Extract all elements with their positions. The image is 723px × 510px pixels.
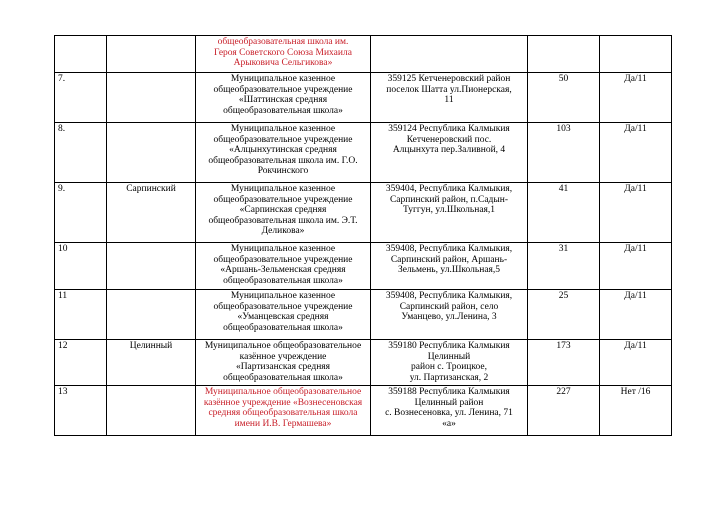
table-row (55, 36, 672, 73)
school-name-cell-text: Муниципальное казенное общеобразовательное учреждение «Уманцевская средняя общеобразовательная школа» (213, 291, 353, 333)
school-name-cell (196, 36, 371, 73)
address-cell (371, 123, 528, 183)
status-cell (600, 243, 672, 290)
status-cell-text: Да/11 (624, 244, 647, 254)
students-count-cell-text: 25 (558, 291, 569, 301)
district-cell (107, 290, 196, 340)
row-number (55, 340, 107, 386)
address-cell (371, 73, 528, 123)
students-count-cell (528, 123, 600, 183)
school-name-cell (196, 243, 371, 290)
school-name-cell (196, 386, 371, 436)
address-cell-text: 359188 Республика Калмыкия Целинный район с. Вознесеновка, ул. Ленина, 71 «а» (385, 387, 513, 429)
row-number-text: 7. (58, 74, 66, 84)
school-name-cell (196, 73, 371, 123)
district-cell (107, 183, 196, 243)
students-count-cell (528, 183, 600, 243)
status-cell (600, 183, 672, 243)
status-cell-text: Да/11 (624, 124, 647, 134)
address-cell-text: 359404, Республика Калмыкия, Сарпинский район, п.Садын- Туггун, ул.Школьная,1 (385, 184, 513, 216)
row-number-text: 12 (58, 341, 68, 351)
district-cell (107, 36, 196, 73)
row-number (55, 123, 107, 183)
school-name-cell-text: Муниципальное общеобразовательное казённое учреждение «Вознесеновская средняя общеобразовательная школа имени И.В. Гермашева» (203, 387, 363, 429)
row-number (55, 36, 107, 73)
school-name-cell-text: Муниципальное казенное общеобразовательное учреждение «Сарпинская средняя общеобразовательная школа им. Э.Т. Деликова» (208, 184, 358, 237)
address-cell-text: 359124 Республика Калмыкия Кетченеровский пос. Алцынхута пер.Заливной, 4 (388, 124, 510, 156)
status-cell (600, 386, 672, 436)
table-row (55, 183, 672, 243)
address-cell (371, 36, 528, 73)
table-row (55, 243, 672, 290)
students-count-cell (528, 36, 600, 73)
row-number-text: 13 (58, 387, 68, 397)
school-name-cell (196, 290, 371, 340)
status-cell (600, 123, 672, 183)
district-cell-text: Целинный (129, 341, 173, 351)
status-cell-text: Да/11 (624, 74, 647, 84)
status-cell (600, 73, 672, 123)
school-name-cell-text: общеобразовательная школа им. Героя Советского Союза Михаила Арыковича Сельгикова» (214, 37, 352, 69)
students-count-cell (528, 386, 600, 436)
address-cell (371, 340, 528, 386)
students-count-cell-text: 41 (558, 184, 569, 194)
students-count-cell (528, 340, 600, 386)
school-name-cell-text: Муниципальное казенное общеобразовательное учреждение «Шаттинская средняя общеобразовательная школа» (213, 74, 353, 116)
district-cell-text: Сарпинский (126, 184, 176, 194)
status-cell (600, 290, 672, 340)
school-name-cell-text: Муниципальное казенное общеобразовательное учреждение «Аршань-Зельменская средняя общеобразовательная школа» (213, 244, 353, 286)
address-cell-text: 359408, Республика Калмыкия, Сарпинский район, село Уманцево, ул.Ленина, 3 (385, 291, 513, 323)
status-cell-text: Нет /16 (620, 387, 651, 397)
table-row (55, 290, 672, 340)
address-cell-text: 359125 Кетченеровский район поселок Шатта ул.Пионерская, 11 (386, 74, 512, 106)
table-row (55, 386, 672, 436)
district-cell (107, 243, 196, 290)
address-cell-text: 359408, Республика Калмыкия, Сарпинский район, Аршань- Зельмень, ул.Школьная,5 (385, 244, 513, 276)
address-cell-text: 359180 Республика Калмыкия Целинный район с. Троицкое, ул. Партизанская, 2 (388, 341, 510, 383)
status-cell (600, 36, 672, 73)
row-number-text: 11 (58, 291, 68, 301)
address-cell (371, 290, 528, 340)
district-cell (107, 123, 196, 183)
students-count-cell-text: 173 (556, 341, 571, 351)
status-cell (600, 340, 672, 386)
row-number-text: 9. (58, 184, 66, 194)
table-row (55, 123, 672, 183)
students-count-cell-text: 50 (558, 74, 569, 84)
students-count-cell-text: 227 (556, 387, 571, 397)
schools-table (54, 35, 672, 436)
students-count-cell-text: 31 (558, 244, 569, 254)
table-row (55, 73, 672, 123)
school-name-cell-text: Муниципальное общеобразовательное казённое учреждение «Партизанская средняя общеобразовательная школа» (204, 341, 362, 383)
row-number (55, 73, 107, 123)
address-cell (371, 243, 528, 290)
school-name-cell-text: Муниципальное казенное общеобразовательное учреждение «Алцынхутинская средняя общеобразовательная школа им. Г.О. Рокчинского (208, 124, 358, 177)
table-row (55, 340, 672, 386)
row-number-text: 10 (58, 244, 68, 254)
students-count-cell (528, 290, 600, 340)
row-number (55, 386, 107, 436)
district-cell (107, 340, 196, 386)
table-body (55, 36, 672, 436)
students-count-cell (528, 73, 600, 123)
row-number (55, 290, 107, 340)
row-number (55, 243, 107, 290)
row-number-text: 8. (58, 124, 66, 134)
students-count-cell (528, 243, 600, 290)
students-count-cell-text: 103 (556, 124, 571, 134)
school-name-cell (196, 340, 371, 386)
status-cell-text: Да/11 (624, 341, 647, 351)
district-cell (107, 386, 196, 436)
school-name-cell (196, 123, 371, 183)
status-cell-text: Да/11 (624, 184, 647, 194)
row-number (55, 183, 107, 243)
address-cell (371, 183, 528, 243)
address-cell (371, 386, 528, 436)
district-cell (107, 73, 196, 123)
school-name-cell (196, 183, 371, 243)
status-cell-text: Да/11 (624, 291, 647, 301)
